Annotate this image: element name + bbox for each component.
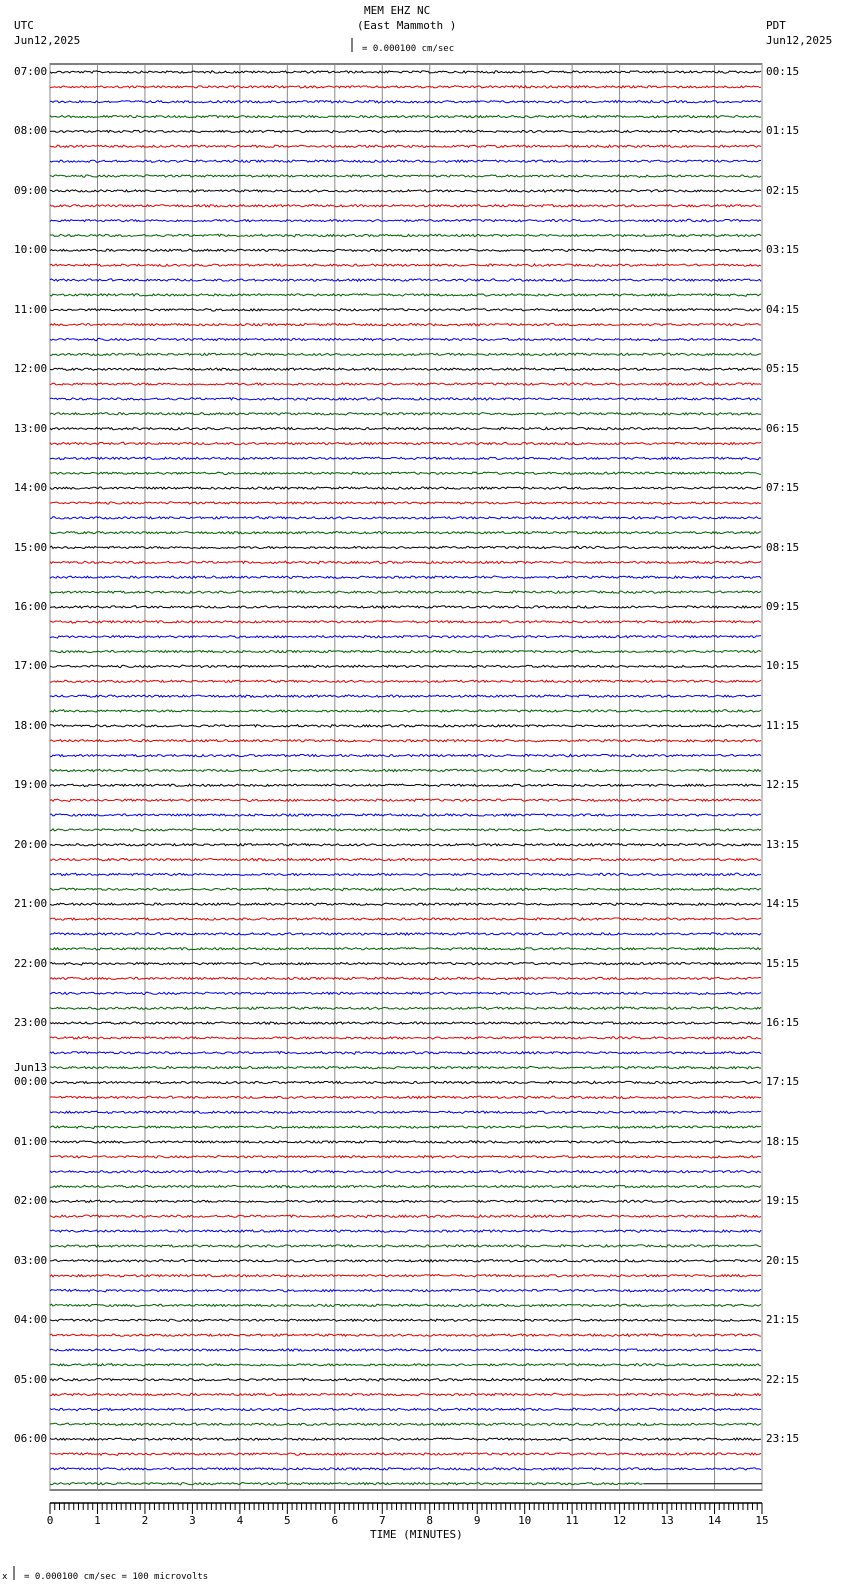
trace-line [50, 814, 761, 816]
trace-line [50, 621, 761, 624]
right-hour-label: 02:15 [766, 183, 800, 197]
trace-line [50, 650, 761, 652]
trace-line [50, 71, 761, 74]
trace-line [50, 353, 761, 356]
trace-line [50, 204, 761, 207]
trace-line [50, 606, 761, 609]
trace-line [50, 1468, 761, 1470]
x-tick-label: 3 [189, 1514, 196, 1527]
right-hour-label: 21:15 [766, 1313, 800, 1327]
trace-line [50, 115, 761, 118]
trace-line [50, 739, 761, 742]
trace-line [50, 413, 761, 416]
trace-line [50, 1453, 761, 1456]
trace-line [50, 249, 761, 252]
left-hour-label: 05:00 [14, 1372, 48, 1386]
trace-line [50, 294, 761, 297]
x-tick-label: 8 [426, 1514, 434, 1527]
right-hour-label: 16:15 [766, 1016, 800, 1030]
right-timezone: PDT [766, 19, 786, 32]
trace-line [50, 1393, 761, 1396]
trace-line [50, 948, 761, 951]
right-hour-label: 17:15 [766, 1075, 800, 1089]
trace-line [50, 1126, 761, 1129]
x-tick-label: 0 [46, 1514, 54, 1527]
trace-line [50, 130, 761, 133]
right-hour-label: 06:15 [766, 421, 800, 435]
trace-line [50, 1378, 761, 1381]
trace-line [50, 234, 761, 237]
trace-line [50, 784, 761, 787]
trace-line [50, 888, 761, 891]
trace-line [50, 1423, 761, 1426]
left-timezone: UTC [14, 19, 34, 32]
left-hour-label: 18:00 [14, 718, 48, 732]
right-hour-label: 04:15 [766, 302, 800, 316]
trace-line [50, 1289, 761, 1292]
trace-line [50, 710, 761, 713]
right-hour-label: 22:15 [766, 1372, 800, 1386]
trace-line [50, 160, 761, 163]
trace-line [50, 1245, 761, 1248]
left-hour-label: 07:00 [14, 65, 48, 78]
trace-line [50, 680, 761, 683]
left-hour-label: 22:00 [14, 956, 48, 970]
trace-line [50, 175, 761, 178]
left-hour-label: 23:00 [14, 1016, 48, 1030]
trace-line [50, 873, 761, 876]
trace-line [50, 829, 761, 832]
left-hour-label: 08:00 [14, 124, 48, 138]
left-hour-label: 12:00 [14, 362, 48, 376]
trace-line [50, 799, 761, 802]
trace-line [50, 1007, 761, 1010]
right-hour-label: 07:15 [766, 481, 800, 495]
trace-line [50, 665, 761, 668]
trace-line [50, 323, 761, 325]
trace-line [50, 1051, 761, 1054]
trace-line [50, 368, 761, 371]
left-hour-label: 19:00 [14, 778, 48, 792]
right-hour-label: 23:15 [766, 1432, 800, 1446]
right-hour-label: 10:15 [766, 659, 800, 673]
x-tick-label: 11 [565, 1514, 579, 1527]
trace-line [50, 1349, 761, 1352]
right-hour-label: 19:15 [766, 1194, 800, 1208]
trace-line [50, 1274, 761, 1277]
trace-line [50, 100, 761, 103]
trace-line [50, 1081, 761, 1084]
right-hour-label: 11:15 [766, 718, 800, 732]
x-tick-label: 15 [755, 1514, 769, 1527]
footer-scale: = 0.000100 cm/sec = 100 microvolts [24, 1572, 209, 1582]
trace-line [50, 576, 761, 579]
x-tick-label: 6 [331, 1514, 339, 1527]
trace-line [50, 309, 761, 312]
trace-line [50, 86, 761, 89]
x-tick-label: 10 [518, 1514, 532, 1527]
trace-line [50, 1334, 761, 1337]
right-hour-label: 14:15 [766, 897, 800, 911]
trace-line [50, 279, 761, 282]
scale-label: = 0.000100 cm/sec [362, 44, 455, 54]
right-hour-label: 20:15 [766, 1253, 800, 1267]
right-hour-label: 13:15 [766, 837, 800, 851]
trace-line [50, 933, 761, 936]
trace-line [50, 472, 761, 475]
right-hour-label: 15:15 [766, 956, 800, 970]
left-hour-label: 20:00 [14, 837, 48, 851]
trace-line [50, 1111, 761, 1114]
trace-line [50, 383, 761, 386]
trace-line [50, 754, 761, 757]
trace-line [50, 457, 761, 460]
trace-line [50, 1319, 761, 1322]
trace-line [50, 1156, 761, 1159]
left-hour-label: 06:00 [14, 1432, 48, 1446]
left-hour-label: 15:00 [14, 540, 48, 554]
left-date: Jun12,2025 [14, 34, 81, 47]
trace-line [50, 962, 761, 965]
trace-line [50, 487, 761, 489]
left-hour-label: 04:00 [14, 1313, 48, 1327]
x-tick-label: 4 [236, 1514, 244, 1527]
trace-line [50, 531, 761, 534]
trace-line [50, 1200, 761, 1203]
trace-line [50, 517, 761, 520]
trace-line [50, 1037, 761, 1040]
trace-line [50, 918, 761, 921]
left-hour-label: 17:00 [14, 659, 48, 673]
station-title: MEM EHZ NC [364, 4, 431, 17]
left-hour-label: 00:00 [14, 1075, 48, 1089]
trace-line [50, 561, 761, 564]
x-tick-label: 12 [613, 1514, 627, 1527]
date-change-label: Jun13 [14, 1061, 48, 1075]
left-hour-label: 14:00 [14, 481, 48, 495]
trace-line [50, 398, 761, 401]
trace-line [50, 591, 761, 594]
trace-line [50, 1170, 761, 1173]
trace-line [50, 264, 761, 267]
left-hour-label: 13:00 [14, 421, 48, 435]
right-hour-label: 00:15 [766, 65, 800, 78]
x-axis-label: TIME (MINUTES) [370, 1528, 463, 1541]
x-tick-label: 9 [473, 1514, 481, 1527]
trace-line [50, 1215, 761, 1218]
trace-line [50, 1364, 761, 1367]
right-hour-label: 08:15 [766, 540, 800, 554]
trace-line [50, 1483, 643, 1485]
trace-line [50, 190, 761, 193]
trace-line [50, 427, 761, 430]
x-tick-label: 5 [284, 1514, 291, 1527]
left-hour-label: 16:00 [14, 599, 48, 613]
trace-line [50, 769, 761, 772]
left-hour-label: 01:00 [14, 1134, 48, 1148]
trace-line [50, 1438, 761, 1441]
footer-prefix: x [2, 1572, 8, 1582]
x-tick-label: 2 [141, 1514, 149, 1527]
trace-line [50, 502, 761, 505]
trace-line [50, 725, 761, 728]
trace-line [50, 1260, 761, 1263]
right-hour-label: 12:15 [766, 778, 800, 792]
x-tick-label: 14 [707, 1514, 722, 1527]
trace-line [50, 546, 761, 549]
left-hour-label: 02:00 [14, 1194, 48, 1208]
trace-line [50, 695, 761, 698]
left-hour-label: 11:00 [14, 302, 48, 316]
left-hour-label: 09:00 [14, 183, 48, 197]
right-hour-label: 18:15 [766, 1134, 800, 1148]
right-hour-label: 03:15 [766, 243, 800, 257]
trace-line [50, 903, 761, 906]
trace-line [50, 858, 761, 861]
trace-line [50, 442, 761, 445]
trace-line [50, 636, 761, 639]
right-hour-label: 05:15 [766, 362, 800, 376]
trace-line [50, 338, 761, 341]
x-tick-label: 1 [94, 1514, 101, 1527]
trace-line [50, 992, 761, 995]
trace-line [50, 1141, 761, 1143]
trace-line [50, 145, 761, 148]
trace-line [50, 1230, 761, 1233]
right-hour-label: 09:15 [766, 599, 800, 613]
right-hour-label: 01:15 [766, 124, 800, 138]
trace-line [50, 1022, 761, 1025]
x-tick-label: 7 [378, 1514, 386, 1527]
station-location: (East Mammoth ) [357, 19, 457, 32]
trace-line [50, 1304, 761, 1306]
left-hour-label: 03:00 [14, 1253, 48, 1267]
left-hour-label: 10:00 [14, 243, 48, 257]
trace-line [50, 1185, 761, 1188]
trace-line [50, 1096, 761, 1099]
trace-line [50, 1066, 761, 1069]
left-hour-label: 21:00 [14, 897, 48, 911]
trace-line [50, 844, 761, 847]
right-date: Jun12,2025 [766, 34, 833, 47]
trace-line [50, 1408, 761, 1411]
trace-line [50, 977, 761, 979]
trace-line [50, 219, 761, 222]
x-tick-label: 13 [660, 1514, 674, 1527]
